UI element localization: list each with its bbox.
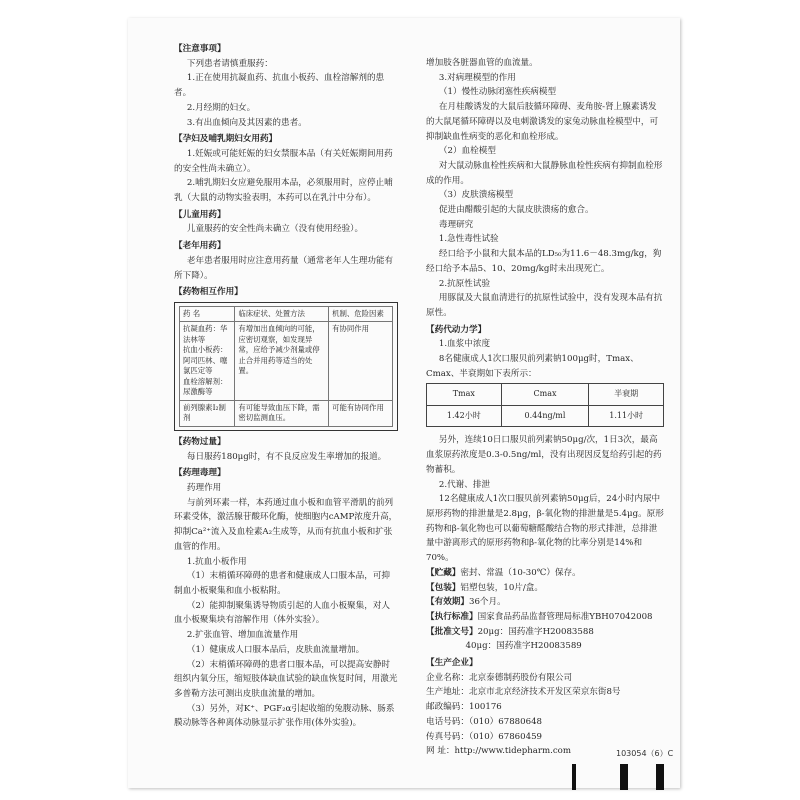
- table-header-cell: 药 名: [180, 306, 235, 322]
- package-text: 铝塑包装，10片/盒。: [460, 582, 543, 593]
- metabolism-subtitle: 2.代谢、排泄: [438, 479, 491, 490]
- registration-bar: [656, 764, 664, 790]
- maker-line: 网 址：http://www.tidepharm.com: [426, 746, 571, 757]
- pathology-subtitle: 3.对病理模型的作用: [438, 72, 516, 83]
- children-text: 儿童服药的安全性尚未确立（没有使用经验）。: [186, 224, 364, 235]
- pk-text: 另外，连续10日口服贝前列素钠50μg/次，1日3次，最高血浆原药浓度是0.3-0.5ng/ml，没有出现因反复给药引起的药物蓄积。: [426, 435, 662, 475]
- pharmacology-subtitle: 药理作用: [186, 483, 222, 494]
- standard-text: 国家食品药品监督管理局标准YBH07042008: [477, 611, 653, 622]
- pathology-item: 促进由醋酸引起的大鼠皮肤溃疡的愈合。: [438, 205, 594, 216]
- pharmacology-title: 【药理毒理】: [174, 468, 226, 479]
- vessel-subtitle: 2.扩张血管、增加血流量作用: [186, 630, 299, 641]
- print-registration-bars: [572, 764, 672, 790]
- platelet-item: （2）能抑制聚集诱导物质引起的人血小板聚集，对人血小板聚集块有溶解作用（体外实验）。: [174, 600, 391, 626]
- acute-subtitle: 1.急性毒性试验: [438, 234, 499, 245]
- pk-subtitle: 1.血浆中浓度: [438, 339, 491, 350]
- table-header-cell: Cmax: [501, 384, 589, 406]
- precautions-title: 【注意事项】: [174, 44, 226, 54]
- right-column: [426, 56, 664, 759]
- pregnancy-item: 2.哺乳期妇女应避免服用本品，必须服用时，应停止哺乳（大鼠的动物实验表明，本药可以在乳汁中分布）。: [174, 178, 393, 204]
- standard-label: 【执行标准】: [426, 611, 478, 622]
- precautions-item: 2.月经期的妇女。: [186, 102, 256, 113]
- interaction-table-frame: [174, 302, 398, 431]
- antigen-text: 用豚鼠及大鼠血清进行的抗原性试验中，没有发现本品有抗原性。: [426, 293, 663, 318]
- table-header-cell: 机制、危险因素: [329, 306, 393, 322]
- continued-text: 增加肢各脏器血管的血流量。: [426, 58, 538, 68]
- precautions-intro: 下列患者请慎重服药：: [186, 58, 273, 69]
- overdose-title: 【药物过量】: [174, 436, 226, 447]
- platelet-subtitle: 1.抗血小板作用: [186, 556, 247, 567]
- table-cell: 抗凝血药：华法林等 抗血小板药：阿司匹林、噻氯匹定等 血栓溶解剂：尿激酶等: [180, 322, 235, 401]
- table-row: [180, 322, 393, 401]
- maker-line: 邮政编码：100176: [426, 702, 502, 713]
- maker-line: 生产地址：北京市北京经济技术开发区荣京东街8号: [426, 687, 621, 698]
- pathology-item: 对大鼠动脉血栓性疾病和大鼠静脉血栓性疾病有抑制血栓形成的作用。: [426, 160, 663, 186]
- table-cell: 前列腺素I₂制剂: [180, 400, 235, 426]
- validity-text: 36个月。: [468, 597, 506, 608]
- pathology-item: 在月桂酸诱发的大鼠后肢循环障碍、麦角胺-肾上腺素诱发的大鼠尾循环障碍以及电刺激诱发的家兔动脉血栓模型中，可抑制缺血性病变的恶化和血栓形成。: [426, 102, 659, 142]
- precautions-item: 3.有出血倾向及其因素的患者。: [186, 117, 307, 128]
- toxicology-subtitle: 毒理研究: [438, 219, 474, 230]
- table-header-cell: 半衰期: [589, 384, 664, 406]
- storage-text: 密封、常温（10-30℃）保存。: [460, 567, 581, 578]
- approval-label: 【批准文号】: [426, 626, 478, 637]
- interaction-title: 【药物相互作用】: [174, 287, 243, 298]
- validity-label: 【有效期】: [426, 597, 469, 608]
- package-label: 【包装】: [426, 582, 461, 593]
- table-header-cell: 临床症状、处置方法: [235, 306, 329, 322]
- left-column: [174, 40, 398, 731]
- pregnancy-item: 1.妊娠或可能妊娠的妇女禁服本品（有关妊娠期间用药的安全性尚未确立）。: [174, 148, 393, 174]
- overdose-text: 每日服药180μg时，有不良反应发生率增加的报道。: [186, 451, 387, 462]
- registration-bar: [572, 764, 576, 790]
- vessel-item: （3）另外，对K⁺、PGF₂α引起收缩的兔腹动脉、肠系膜动脉等各种离体动脉显示扩张作用(体外实验)。: [174, 703, 395, 729]
- metabolism-text: 12名健康成人1次口服贝前列素钠50μg后，24小时内尿中原形药物的排泄量是2.8μg，β-氧化物的排泄量是5.4μg。原形药物和β-氧化物也可以葡萄糖醛酸结合物的形式排泄，总排泄量中游离形式的原形药物和β-氧化物的比率分别是14%和70%。: [426, 494, 664, 564]
- precautions-item: 1.正在使用抗凝血药、抗血小板药、血栓溶解剂的患者。: [174, 73, 385, 99]
- elderly-text: 老年患者服用时应注意用药量（通常老年人生理功能有所下降）。: [174, 255, 394, 281]
- maker-line: 电话号码：（010）67880648: [426, 716, 543, 727]
- approval-line: 40μg：国药准字H20083589: [465, 641, 582, 652]
- pk-table: [426, 383, 664, 427]
- vessel-item: （2）末梢循环障碍的患者口服本品，可以提高安静时组织内氧分压，缩短肢体缺血试验的缺血恢复时间，用激光多普勒方法可测出皮肤血流量的增加。: [174, 659, 398, 699]
- pk-title: 【药代动力学】: [426, 324, 487, 335]
- approval-line: 20μg：国药准字H20083588: [477, 626, 594, 637]
- pregnancy-title: 【孕妇及哺乳期妇女用药】: [174, 134, 278, 145]
- pathology-item: （1）慢性动脉闭塞性疾病模型: [438, 87, 557, 98]
- pk-text: 8名健康成人1次口服贝前列素钠100μg时，Tmax、Cmax、半衰期如下表所示：: [426, 354, 639, 379]
- document-code: 103054（6）C: [616, 749, 674, 758]
- acute-text: 经口给予小鼠和大鼠本品的LD₅₀为11.6－48.3mg/kg，狗经口给予本品5、10、20mg/kg时未出现死亡。: [426, 249, 662, 274]
- table-row: [427, 405, 664, 427]
- table-cell: 1.11小时: [589, 405, 664, 427]
- maker-line: 企业名称：北京泰德制药股份有限公司: [426, 672, 573, 683]
- platelet-item: （1）末梢循环障碍的患者和健康成人口服本品，可抑制血小板聚集和血小板粘附。: [174, 571, 391, 596]
- pathology-item: （3）皮肤溃疡模型: [438, 190, 514, 201]
- pharmacology-text: 与前列环素一样，本药通过血小板和血管平滑肌的前列环素受体，激活腺苷酸环化酶，使细胞内cAMP浓度升高，抑制Ca²⁺流入及血栓素A₂生成等，从而有抗血小板和扩张血管的作用。: [174, 497, 398, 552]
- registration-bar: [620, 764, 628, 790]
- storage-label: 【贮藏】: [426, 567, 461, 578]
- table-cell: 0.44ng/ml: [501, 405, 589, 427]
- maker-title: 【生产企业】: [426, 658, 478, 669]
- table-cell: 有增加出血倾向的可能，应密切观察，如发现异常，应给予减少剂量或停止合并用药等适当的处置。: [235, 322, 329, 401]
- elderly-title: 【老年用药】: [174, 241, 226, 252]
- table-cell: 可能有协同作用: [329, 400, 393, 426]
- interaction-table: [179, 306, 393, 427]
- table-cell: 1.42小时: [427, 405, 502, 427]
- table-cell: 有可能导致血压下降，需密切监测血压。: [235, 400, 329, 426]
- children-title: 【儿童用药】: [174, 209, 226, 220]
- pathology-item: （2）血栓模型: [438, 146, 496, 157]
- vessel-item: （1）健康成人口服本品后，皮肤血流量增加。: [186, 644, 365, 655]
- table-row: [180, 400, 393, 426]
- table-header-cell: Tmax: [427, 384, 502, 406]
- maker-line: 传真号码：（010）67860459: [426, 731, 543, 742]
- antigen-subtitle: 2.抗原性试验: [438, 278, 491, 289]
- table-cell: 有协同作用: [329, 322, 393, 401]
